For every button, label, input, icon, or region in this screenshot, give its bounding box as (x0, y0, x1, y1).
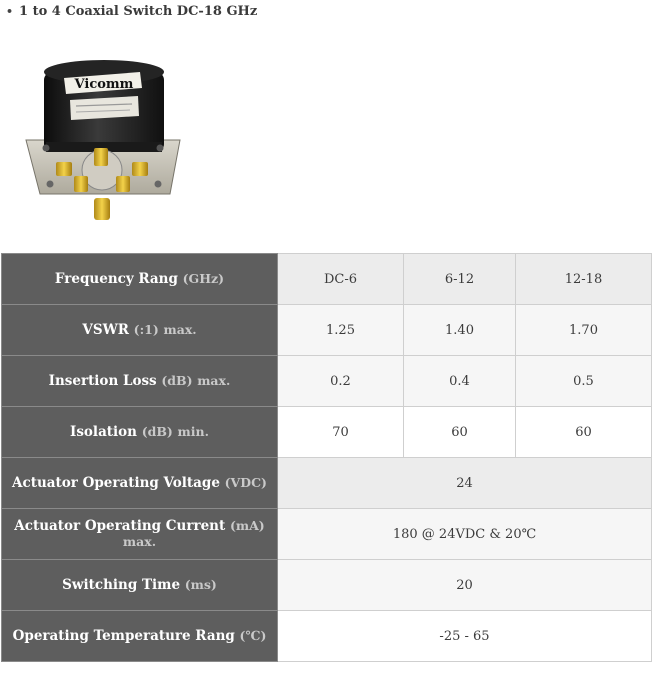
table-cell: 1.40 (404, 305, 516, 356)
table-row (2, 611, 652, 662)
table-cell: -25 - 65 (278, 611, 652, 662)
row-header: Actuator Operating Voltage (VDC) (2, 458, 278, 509)
table-cell: 12-18 (516, 254, 652, 305)
table-row (2, 458, 652, 509)
product-image (18, 58, 196, 228)
row-header: VSWR (:1) max. (2, 305, 278, 356)
table-cell: 20 (278, 560, 652, 611)
table-cell: 70 (278, 407, 404, 458)
table-row (2, 305, 652, 356)
table-cell: 1.25 (278, 305, 404, 356)
table-cell: 24 (278, 458, 652, 509)
row-header: Switching Time (ms) (2, 560, 278, 611)
table-row (2, 560, 652, 611)
row-header: Isolation (dB) min. (2, 407, 278, 458)
table-cell: 180 @ 24VDC & 20℃ (278, 509, 652, 560)
table-row (2, 407, 652, 458)
table-cell: 0.2 (278, 356, 404, 407)
table-cell: 6-12 (404, 254, 516, 305)
row-header: Actuator Operating Current (mA) max. (2, 509, 278, 560)
bullet-icon: • (6, 4, 14, 18)
table-cell: DC-6 (278, 254, 404, 305)
row-header: Insertion Loss (dB) max. (2, 356, 278, 407)
row-header: Frequency Rang (GHz) (2, 254, 278, 305)
table-cell: 60 (404, 407, 516, 458)
table-cell: 60 (516, 407, 652, 458)
spec-table (1, 253, 652, 662)
table-cell: 1.70 (516, 305, 652, 356)
page-title (6, 2, 257, 20)
coaxial-switch-photo (18, 58, 196, 228)
brand-label: Vicomm (74, 77, 134, 92)
page-title-text: 1 to 4 Coaxial Switch DC-18 GHz (19, 3, 258, 19)
table-row (2, 509, 652, 560)
row-header: Operating Temperature Rang (℃) (2, 611, 278, 662)
table-cell: 0.4 (404, 356, 516, 407)
table-row (2, 254, 652, 305)
table-cell: 0.5 (516, 356, 652, 407)
table-row (2, 356, 652, 407)
